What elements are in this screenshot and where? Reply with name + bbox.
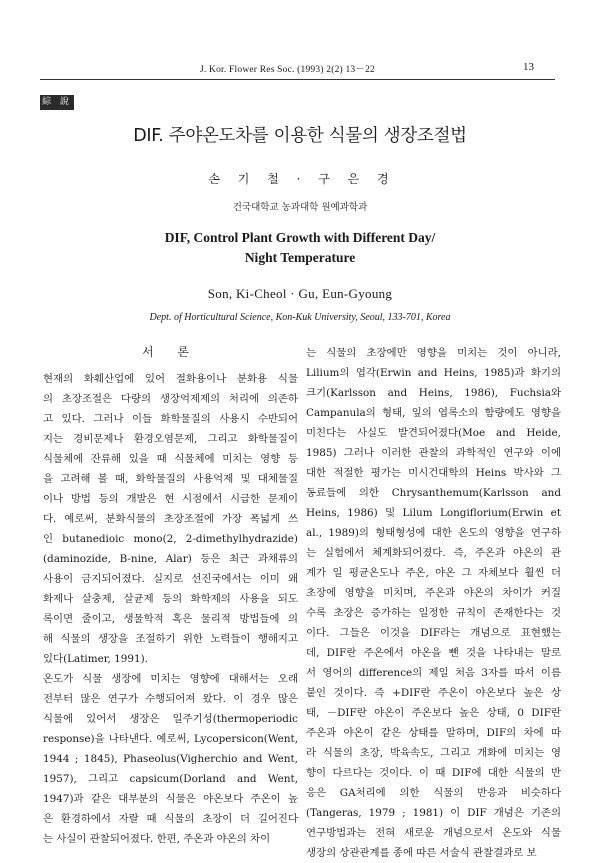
title-english-line-1: DIF, Control Plant Growth with Different Day/ [164, 230, 436, 245]
body-text-line: 사용이 금지되어졌다. 실지로 선진국에서는 이미 왜 [43, 573, 298, 585]
title-korean: DIF. 주야온도차를 이용한 식물의 생장조절법 [133, 126, 467, 146]
affiliation-korean: 건국대학교 농과대학 원예과학과 [232, 202, 368, 213]
body-text-line: 데, DIF란 주온에서 야온을 뺀 것을 나타내는 말로 [306, 647, 561, 659]
body-text-line: 있다(Latimer, 1991). [43, 653, 148, 665]
body-text-line: 1944 ; 1845), Phaseolus(Vigherchio and Went, [43, 753, 298, 765]
body-text-line: 서 영어의 difference의 제일 처음 3자를 따서 이름 [306, 667, 561, 679]
body-text-line: 식물체에 잔류해 있을 때 식물체에 미치는 영향 등 [43, 453, 298, 465]
header-rule [40, 79, 555, 80]
title-english [0, 228, 600, 268]
body-text-line: 향이 다르다는 것이다. 이 때 DIF에 대한 식물의 반 [306, 767, 561, 779]
body-text-line: 지는 경비문제나 환경오염문제, 그리고 화학물질이 [43, 433, 298, 445]
title-english-line-2: Night Temperature [244, 250, 356, 265]
body-text-line: al., 1989)의 형태형성에 대한 온도의 영향을 연구하 [306, 527, 561, 539]
body-text-line: 크기(Karlsson and Heins, 1986), Fuchsia와 [306, 387, 561, 399]
body-text-line: 을 고려해 볼 때, 화학물질의 사용억제 및 대체물질 [43, 473, 298, 485]
body-text-line: 화제나 살충제, 살균제 등의 화학제의 사용을 되도 [43, 593, 298, 605]
body-text-line: 1985) 그러나 이러한 관찰의 과학적인 연구와 이에 [306, 447, 561, 459]
body-text-line: 이나 방법 등의 개발은 현 시점에서 시급한 문제이 [43, 493, 298, 505]
body-text-line: 의 초장조절은 다량의 생장억제제의 처리에 의존하 [43, 393, 298, 405]
section-heading-introduction: 서 론 [142, 345, 199, 359]
affiliation-english: Dept. of Horticultural Science, Kon-Kuk University, Seoul, 133-701, Korea [149, 312, 451, 323]
body-text-line: response)을 나타낸다. 예로써, Lycopersicon(Went, [43, 733, 298, 745]
body-text-line: 응은 GA처리에 의한 식물의 반응과 비슷하다 [306, 787, 561, 799]
body-text-line: 붙인 것이다. 즉 +DIF란 주온이 야온보다 높은 상 [306, 687, 561, 699]
body-text-line: (Tangeras, 1979 ; 1981) 이 DIF 개념은 기존의 [306, 807, 561, 819]
body-text-line: 1957), 그리고 capsicum(Dorland and Went, [43, 773, 298, 785]
body-text-line: 는 식물의 초장에만 영향을 미치는 것이 아니라, [306, 347, 561, 359]
body-text-line: 전부터 많은 연구가 수행되어져 왔다. 이 경우 많은 [43, 693, 298, 705]
body-text-line: 생장의 상관관계를 종에 따른 서술식 관찰결과로 보 [306, 847, 537, 859]
body-text-line: 계가 일 평균온도나 주온, 야온 그 자체보다 훨씬 더 [306, 567, 561, 579]
body-text-line: 연구방법과는 전혀 새로운 개념으로서 온도와 식물 [306, 827, 561, 839]
body-text-line: (daminozide, B-nine, Alar) 등은 최근 과채류의 [43, 553, 298, 565]
body-text-line: 식물에 있어서 생장은 일주기성(thermoperiodic [43, 713, 298, 725]
body-text-line: 는 실험에서 체계화되어졌다. 즉, 주온과 야온의 관 [306, 547, 561, 559]
body-text-line: Lilium의 엽각(Erwin and Heins, 1985)과 화기의 [306, 367, 561, 379]
authors-english: Son, Ki-Cheol · Gu, Eun-Gyoung [207, 286, 393, 301]
body-text-line: 1947)과 같은 대부분의 식물은 야온보다 주온이 높 [43, 793, 298, 805]
body-text-line: 초장에 영향을 미치며, 주온과 야온의 차이가 커질 [306, 587, 561, 599]
body-text-line: 대한 적절한 평가는 미시건대학의 Heins 박사와 그 [306, 467, 561, 479]
body-text-line: 다. 예로써, 분화식물의 초장조절에 가장 폭넓게 쓰 [43, 513, 298, 525]
body-text-line: 동료들에 의한 Chrysanthemum(Karlsson and [306, 487, 561, 499]
body-text-line: 태, －DIF란 야온이 주온보다 높은 상태, 0 DIF란 [306, 707, 561, 719]
body-text-line: 은 환경하에서 자랄 때 식물의 초장이 더 길어진다 [43, 813, 298, 825]
running-head: J. Kor. Flower Res Soc. (1993) 2(2) 13－22 [200, 65, 375, 75]
body-text-line: Heins, 1986) 및 Lilum Longiflorium(Erwin et [306, 507, 561, 519]
section-label-badge: 綜 說 [40, 95, 74, 110]
body-text-line: Campanula의 형태, 잎의 엽록소의 함량에도 영향을 [306, 407, 561, 419]
body-text-line: 해 식물의 생장을 조절하기 위한 노력들이 행해지고 [43, 633, 298, 645]
body-text-line: 온도가 식물 생장에 미치는 영향에 대해서는 오래 [43, 673, 298, 685]
body-text-line: 록이면 줄이고, 생물학적 혹은 물리적 방법들에 의 [43, 613, 298, 625]
authors-korean: 손 기 철 · 구 은 경 [208, 172, 392, 186]
body-text-line: 고 있다. 그러나 이들 화학물질의 사용시 수반되어 [43, 413, 298, 425]
body-text-line: 인 butanedioic mono(2, 2-dimethylhydrazide) [43, 533, 298, 545]
body-text-line: 미친다는 사실도 발견되어졌다(Moe and Heide, [306, 427, 561, 439]
body-text-line: 이다. 그들은 이것을 DIF라는 개념으로 표현했는 [306, 627, 561, 639]
body-text-line: 현재의 화훼산업에 있어 절화용이나 분화용 식물 [43, 373, 298, 385]
page-number: 13 [523, 61, 534, 73]
body-text-line: 수록 초장은 증가하는 일정한 규칙이 존재한다는 것 [306, 607, 561, 619]
body-text-line: 주온과 야온이 같은 상태를 말하며, DIF의 차에 따 [306, 727, 561, 739]
body-text-line: 라 식물의 초장, 박육속도, 그리고 개화에 미치는 영 [306, 747, 561, 759]
body-text-line: 는 사실이 관찰되어졌다. 한편, 주온과 야온의 차이 [43, 833, 271, 845]
